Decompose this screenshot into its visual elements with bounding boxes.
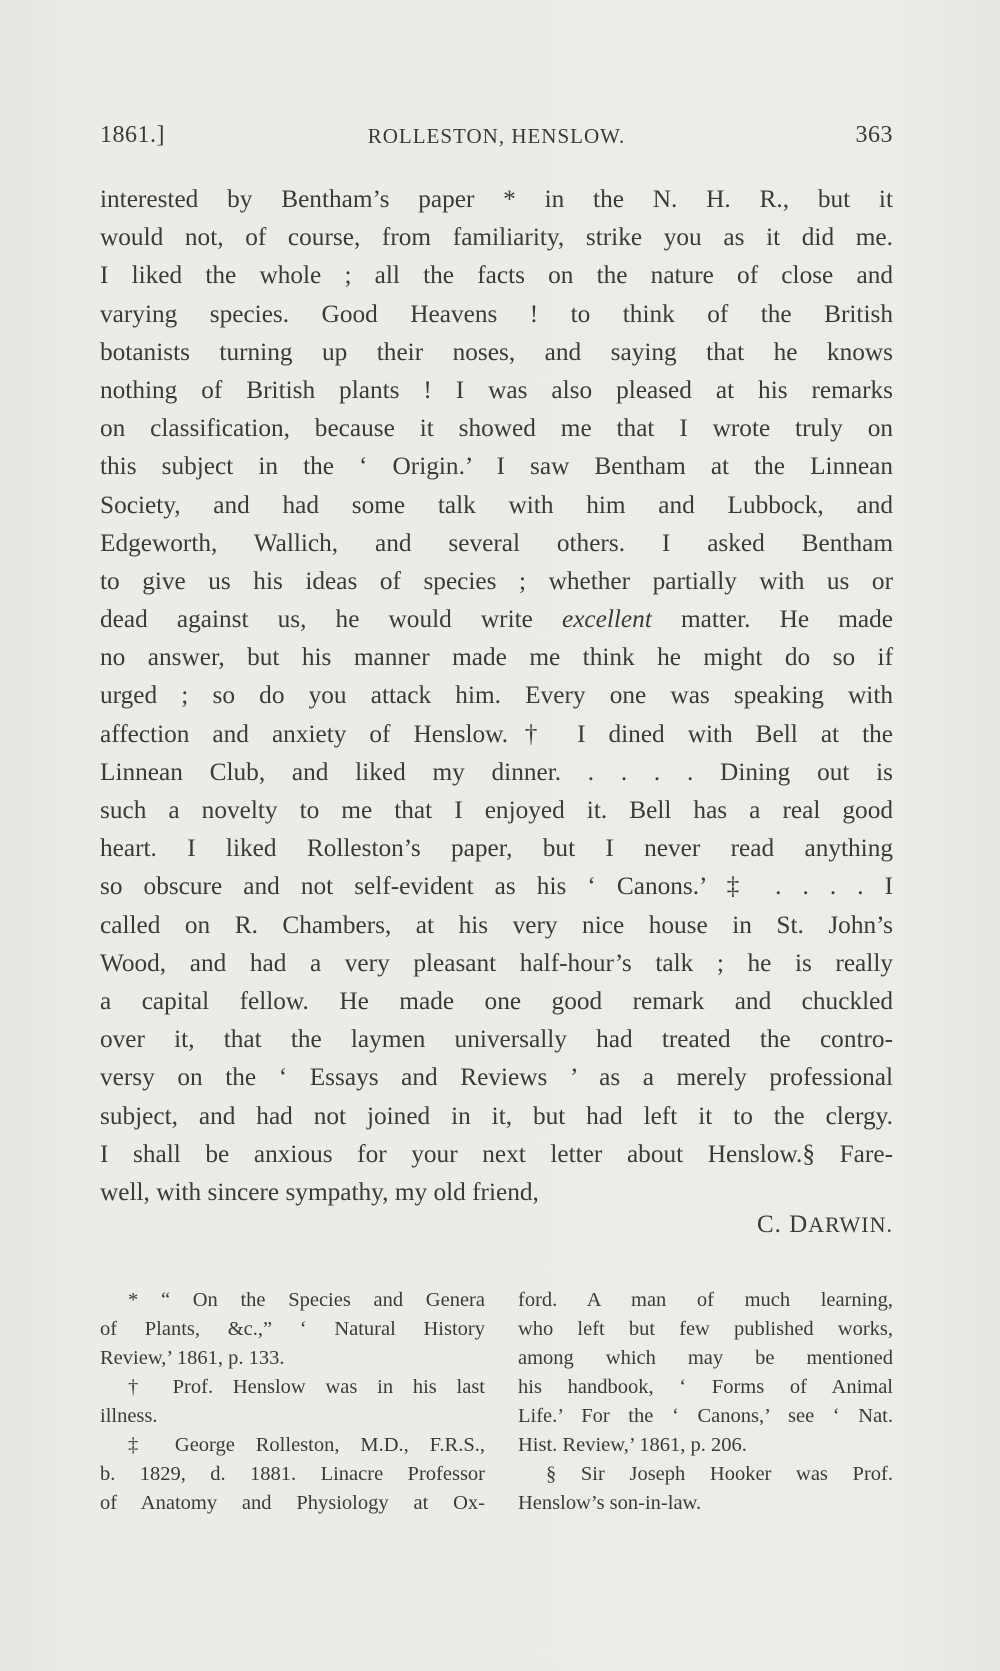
body-line: interested by Bentham’s paper * in the N. H. R., but it: [100, 185, 893, 213]
body-line: this subject in the ‘ Origin.’ I saw Bentham at the Linnean: [100, 452, 893, 481]
page-number: 363: [855, 122, 893, 148]
footnote-line: of Plants, &c.,” ‘ Natural History: [100, 1318, 485, 1340]
footnotes-left-column: [100, 1286, 485, 1518]
body-line: affection and anxiety of Henslow.† I dined with Bell at the: [100, 719, 893, 748]
signature-initial: C. D: [756, 1211, 809, 1238]
body-line-segment: matter. He made: [680, 605, 893, 634]
body-line: versy on the ‘ Essays and Reviews ’ as a merely professional: [100, 1063, 893, 1092]
footnote-line: † Prof. Henslow was in his last: [128, 1376, 485, 1398]
footnote-line: his handbook, ‘ Forms of Animal: [518, 1376, 893, 1398]
body-line: I shall be anxious for your next letter about Henslow.§ Fare-: [100, 1139, 893, 1168]
footnote-line: Life.’ For the ‘ Canons,’ see ‘ Nat.: [518, 1405, 893, 1427]
body-line: no answer, but his manner made me think he might do so if: [100, 643, 893, 672]
letter-body: [100, 180, 893, 1211]
body-line: nothing of British plants ! I was also pleased at his remarks: [100, 375, 893, 404]
signature-rest: ARWIN.: [808, 1212, 893, 1237]
footnote-line: among which may be mentioned: [518, 1347, 893, 1369]
body-line-with-italic: [100, 600, 893, 638]
body-line: Wood, and had a very pleasant half-hour’s talk ; he is really: [100, 948, 893, 977]
body-line: over it, that the laymen universally had treated the contro-: [100, 1025, 893, 1054]
footnote-line: ford. A man of much learning,: [518, 1289, 893, 1311]
footnote-line: Henslow’s son-in-law.: [518, 1492, 702, 1514]
body-line-segment: dead against us, he would write: [100, 605, 533, 634]
body-line: such a novelty to me that I enjoyed it. Bell has a real good: [100, 796, 893, 824]
footnote-line: illness.: [100, 1405, 158, 1427]
body-line: Linnean Club, and liked my dinner. . . . . Dining out is: [100, 757, 893, 786]
body-line: botanists turning up their noses, and saying that he knows: [100, 337, 893, 366]
running-head: [100, 122, 893, 156]
footnote-line: Review,’ 1861, p. 133.: [100, 1347, 285, 1369]
body-line: on classification, because it showed me that I wrote truly on: [100, 414, 893, 443]
body-line: to give us his ideas of species ; whether partially with us or: [100, 566, 893, 595]
body-line: urged ; so do you attack him. Every one was speaking with: [100, 681, 893, 710]
body-line: called on R. Chambers, at his very nice house in St. John’s: [100, 910, 893, 939]
footnote-line: ‡ George Rolleston, M.D., F.R.S.,: [128, 1434, 485, 1456]
footnote-line: b. 1829, d. 1881. Linacre Professor: [100, 1463, 485, 1485]
body-line: I liked the whole ; all the facts on the nature of close and: [100, 261, 893, 290]
footnotes-right-column: [518, 1286, 893, 1518]
header-title: ROLLESTON, HENSLOW.: [367, 124, 626, 148]
body-line: varying species. Good Heavens ! to think of the British: [100, 299, 893, 328]
body-line: well, with sincere sympathy, my old friend,: [100, 1177, 539, 1206]
body-line: Edgeworth, Wallich, and several others. I asked Bentham: [100, 528, 893, 557]
footnote-line: Hist. Review,’ 1861, p. 206.: [518, 1434, 747, 1456]
body-line: a capital fellow. He made one good remark and chuckled: [100, 986, 893, 1015]
body-line: would not, of course, from familiarity, strike you as it did me.: [100, 223, 893, 252]
footnote-line: who left but few published works,: [518, 1318, 893, 1340]
footnote-line: * “ On the Species and Genera: [128, 1289, 485, 1311]
body-line: so obscure and not self-evident as his ‘ Canons.’ ‡ . . . . I: [100, 872, 893, 901]
italic-word: excellent: [561, 605, 652, 634]
body-line: Society, and had some talk with him and Lubbock, and: [100, 490, 893, 519]
footnote-line: § Sir Joseph Hooker was Prof.: [546, 1463, 893, 1485]
signature: [100, 1211, 893, 1239]
body-line: subject, and had not joined in it, but had left it to the clergy.: [100, 1101, 893, 1130]
header-year: 1861.]: [100, 122, 165, 148]
footnote-line: of Anatomy and Physiology at Ox-: [100, 1492, 485, 1514]
body-line: heart. I liked Rolleston’s paper, but I never read anything: [100, 834, 893, 863]
